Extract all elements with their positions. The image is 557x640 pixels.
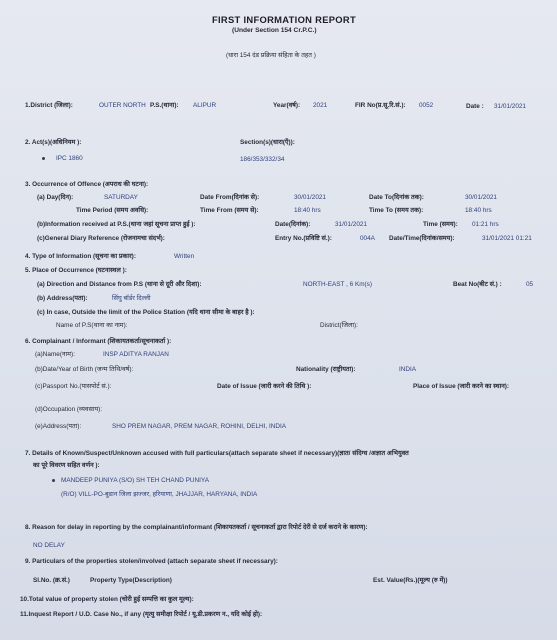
day-value: SATURDAY — [104, 194, 138, 201]
issue-place-label: Place of Issue (जारी करने का स्थान): — [413, 383, 510, 390]
day-label: (a) Day(दिन): — [37, 194, 74, 201]
date-from-label: Date From(दिनांक से): — [200, 194, 260, 201]
complainant-heading: 6. Complainant / Informant (शिकायतकर्ता/सूचनाकर्ता ): — [25, 338, 172, 345]
date-label: Date : — [466, 103, 484, 110]
time-to-value: 18:40 hrs — [465, 207, 492, 214]
time-to-label: Time To (समय तक): — [369, 207, 424, 214]
year-label: Year(वर्ष): — [273, 102, 301, 109]
properties-label: 9. Particulars of the properties stolen/involved (attach separate sheet if necessary): — [25, 558, 278, 565]
complainant-name-value: INSP ADITYA RANJAN — [103, 351, 169, 358]
other-ps-name-label: Name of P.S(थाना का नाम): — [56, 322, 128, 329]
direction-value: NORTH-EAST , 6 Km(s) — [303, 281, 373, 288]
place-heading: 5. Place of Occurrence (घटनास्थल ): — [25, 267, 127, 274]
gd-reference-label: (c)General Diary Reference (रोजनामचा संदर्भ): — [37, 235, 165, 242]
complainant-name-label: (a)Name(नाम): — [35, 351, 75, 358]
accused-details-label-cont: का पूरे विवरण सहित वर्णन ): — [33, 462, 100, 469]
outside-limit-label: (c) In case, Outside the limit of the Police Station (यदि थाना सीमा के बाहर है ): — [37, 309, 255, 316]
document-hindi-subtitle: (धारा 154 दंड प्रक्रिया संहिता के तहत ) — [226, 52, 316, 59]
occurrence-heading: 3. Occurrence of Offence (अपराध की घटना): — [25, 181, 149, 188]
info-type-label: 4. Type of Information (सूचना का प्रकार): — [25, 253, 136, 260]
year-value: 2021 — [313, 102, 328, 109]
complainant-address-value: SHO PREM NAGAR, PREM NAGAR, ROHINI, DELHI, INDIA — [112, 423, 286, 430]
delay-reason-label: 8. Reason for delay in reporting by the complainant/informant (शिकायतकर्ता / सूचनाकर्ता द्वारा रिपोर्ट देरी से दर्ज कराने के कारण): — [25, 524, 368, 531]
dob-label: (b)Date/Year of Birth (जन्म तिथि/वर्ष): — [35, 366, 134, 373]
properties-type-header: Property Type(Description) — [90, 577, 172, 584]
other-district-label: District(जिला): — [320, 322, 358, 329]
acts-label: 2. Act(s)(अधिनियम ): — [25, 139, 82, 146]
entry-no-value: 004A — [360, 235, 375, 242]
document-title: FIRST INFORMATION REPORT — [212, 14, 356, 25]
bullet-icon — [52, 479, 55, 482]
ps-value: ALIPUR — [193, 102, 217, 109]
info-date-label: Date(दिनांक): — [275, 221, 311, 228]
sections-label: Section(s)(धारा(एँ)): — [240, 139, 295, 146]
direction-label: (a) Direction and Distance from P.S (थाना से दूरी और दिशा): — [37, 281, 202, 288]
date-to-label: Date To(दिनांक तक): — [369, 194, 424, 201]
place-address-value: सिंघु बॉर्डर दिल्ली — [112, 295, 151, 302]
bullet-icon — [42, 157, 45, 160]
nationality-value: INDIA — [399, 366, 417, 373]
fir-no-label: FIR No(प्र.सू.रि.सं.): — [355, 102, 406, 109]
place-address-label: (b) Address(पता): — [37, 295, 88, 302]
time-from-value: 18:40 hrs — [294, 207, 321, 214]
info-received-label: (b)Information received at P.S.(थाना जहां सूचना प्राप्त हुई ): — [37, 221, 196, 228]
properties-value-header: Est. Value(Rs.)(मूल्य (रु में)) — [373, 577, 448, 584]
beat-no-label: Beat No(बीट सं.) : — [453, 281, 502, 288]
total-stolen-label: 10.Total value of property stolen (चोरी हुई सम्पत्ति का कुल मूल्य): — [20, 596, 194, 603]
inquest-report-label: 11.Inquest Report / U.D. Case No., if any (मृत्यु समीक्षा रिपोर्ट / यू.डी.प्रकरण न., यदि कोई हो): — [20, 611, 263, 618]
act-value: IPC 1860 — [56, 155, 83, 162]
info-time-label: Time (समय): — [423, 221, 458, 228]
accused-details-label: 7. Details of Known/Suspect/Unknown accused with full particulars(attach separate sheet if necessary)(ज्ञात/ संदिग्ध /अज्ञात अभियुक्त — [25, 450, 409, 457]
date-to-value: 30/01/2021 — [465, 194, 497, 201]
gd-datetime-value: 31/01/2021 01:21 — [482, 235, 532, 242]
date-from-value: 30/01/2021 — [294, 194, 326, 201]
district-value: OUTER NORTH — [99, 102, 146, 109]
issue-date-label: Date of Issue (जारी करने की तिथि ): — [217, 383, 312, 390]
date-value: 31/01/2021 — [494, 103, 526, 110]
accused-address: (R/O) VILL-PO-बुडान जिला झज्जर, हरियाणा, JHAJJAR, HARYANA, INDIA — [61, 491, 258, 498]
info-date-value: 31/01/2021 — [335, 221, 367, 228]
time-from-label: Time From (समय से): — [200, 207, 259, 214]
info-type-value: Written — [174, 253, 195, 260]
fir-no-value: 0052 — [419, 102, 434, 109]
complainant-address-label: (e)Address(पता): — [35, 423, 82, 430]
document-subtitle: (Under Section 154 Cr.P.C.) — [232, 27, 317, 34]
district-label: 1.District (जिला): — [25, 102, 73, 109]
entry-no-label: Entry No.(प्रविष्टि सं.): — [275, 235, 332, 242]
time-period-label: Time Period (समय अवधि): — [76, 207, 149, 214]
accused-name: MANDEEP PUNIYA (S/O) SH TEH CHAND PUNIYA — [61, 477, 209, 484]
passport-label: (c)Passport No.(पासपोर्ट सं.): — [35, 383, 112, 390]
sections-value: 186/353/332/34 — [240, 156, 285, 163]
nationality-label: Nationality (राष्ट्रीयता): — [296, 366, 356, 373]
ps-label: P.S.(थाना): — [150, 102, 179, 109]
delay-reason-value: NO DELAY — [33, 542, 65, 549]
occupation-label: (d)Occupation (व्यवसाय): — [35, 406, 103, 413]
gd-datetime-label: Date/Time(दिनांक/समय): — [389, 235, 455, 242]
properties-sl-header: Sl.No. (क्र.सं.) — [33, 577, 70, 584]
info-time-value: 01:21 hrs — [472, 221, 499, 228]
beat-no-value: 05 — [526, 281, 534, 288]
